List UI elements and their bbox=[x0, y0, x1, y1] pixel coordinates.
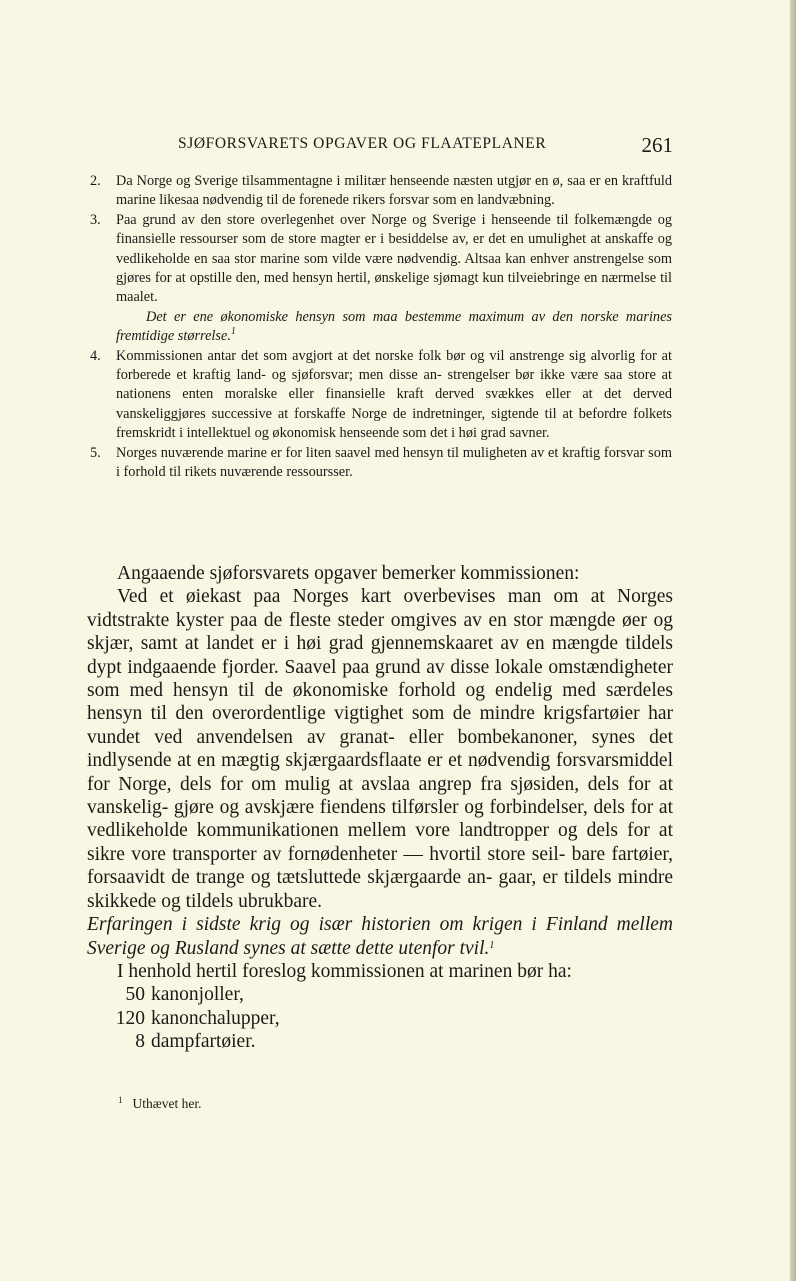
list-item bbox=[90, 172, 672, 211]
fleet-label: kanonjoller, bbox=[151, 984, 244, 1006]
lead-sentence: Angaaende sjøforsvarets opgaver bemerker kommissionen: bbox=[117, 563, 580, 584]
fleet-label: dampfartøier. bbox=[151, 1031, 256, 1053]
body-paragraph: Ved et øiekast paa Norges kart overbevises man om at Norges vidtstrakte kyster paa de fleste steder omgives av en stor mængde øer og skjær, samt at landet er i høi grad gjennemskaaret av en mængde tildels dypt indgaaende fjorder. Saavel paa grund av disse lokale omstændigheter som med hensyn til de økonomiske forhold og endelig med særdeles hensyn til den overordentlige vigtighet som de mindre krigsfartøier har vundet ved anvendelsen av granat- eller bombekanoner, synes det indlysende at en mægtig skjærgaardsflaate er et nødvendig forsvarsmiddel for Norge, dels for om mulig at avslaa angrep fra sjøsiden, dels for at vanskelig- gjøre og avskjære fiendens tilførsler og forbindelser, dels for at vedlikeholde kommunikationen mellem vore landtropper og dels for at sikre vore transporter av fornødenheter — hvortil store seil- bare fartøier, forsaavidt de trange og tætsluttede skjærgaarde an- gaar, er tildels mindre skikkede og tildels ubrukbare. bbox=[87, 586, 673, 912]
emphasis-paragraph bbox=[87, 913, 673, 960]
fleet-label: kanonchalupper, bbox=[151, 1007, 280, 1029]
item-text: Kommissionen antar det som avgjort at det norske folk bør og vil anstrenge sig alvorlig for at forberede et kraftig land- og sjøforsvar; men disse an- strengelser bør ikke være saa store at nationens enten moralske eller finansielle kraft derved svækkes eller at det derved vanskeliggjøres successive at forskaffe Norge de indretninger, sigtende til at befordre folkets fremskridt i intellektuel og økonomisk henseende som det i høi grad savner. bbox=[116, 347, 672, 442]
item-text: Norges nuværende marine er for liten saavel med hensyn til muligheten av et kraftig forsvar som i forhold til rikets nuværende ressoursser. bbox=[116, 444, 672, 481]
main-text bbox=[87, 562, 673, 1054]
item-emphasis-text: Det er ene økonomiske hensyn som maa bestemme maximum av den norske marines fremtidige størrelse. bbox=[116, 308, 672, 345]
numbered-list bbox=[90, 172, 672, 483]
proposal-sentence: I henhold hertil foreslog kommissionen at marinen bør ha: bbox=[117, 960, 572, 982]
list-item bbox=[90, 347, 672, 444]
item-text: Paa grund av den store overlegenhet over Norge og Sverige i henseende til folkemængde og finansielle ressourser som de store magter er i besiddelse av, er det en umulighet at anskaffe og vedlikeholde en saa stor marine som vilde være nødvendig. Altsaa kan enhver anstrengelse som gjøres for at opstille den, med hensyn hertil, ønskelige sjømagt kun tilveiebringe en nærmelse til maalet. bbox=[116, 211, 672, 306]
item-number: 2. bbox=[90, 173, 101, 189]
emphasis-text: Erfaringen i sidste krig og især historien om krigen i Finland mellem Sverige og Rusland synes at sætte dette utenfor tvil. bbox=[87, 914, 673, 959]
page-header bbox=[178, 133, 673, 157]
fleet-list-item bbox=[87, 983, 673, 1006]
footnote bbox=[118, 1096, 202, 1112]
fleet-list-item bbox=[87, 1030, 673, 1053]
list-item bbox=[90, 211, 672, 347]
item-number: 5. bbox=[90, 444, 101, 461]
fleet-list-item bbox=[87, 1007, 673, 1030]
item-text: Da Norge og Sverige tilsammentagne i militær henseende næsten utgjør en ø, saa er en kraftfuld marine likesaa nødvendig til de forenede rikers forsvar som en landvæbning. bbox=[116, 173, 672, 209]
fleet-count: 50 bbox=[125, 984, 145, 1006]
page-edge bbox=[790, 0, 796, 1281]
footnote-mark: 1 bbox=[118, 1095, 123, 1105]
item-number: 3. bbox=[90, 211, 101, 228]
fleet-count: 120 bbox=[115, 1007, 145, 1029]
footnote-ref: 1 bbox=[230, 326, 236, 338]
footnote-ref: 1 bbox=[489, 939, 495, 951]
list-item bbox=[90, 444, 672, 483]
item-number: 4. bbox=[90, 347, 101, 364]
item-emphasis bbox=[116, 308, 672, 347]
page-number: 261 bbox=[641, 133, 673, 157]
running-head: SJØFORSVARETS OPGAVER OG FLAATEPLANER bbox=[178, 135, 547, 152]
fleet-count: 8 bbox=[135, 1031, 145, 1053]
footnote-text: Uthævet her. bbox=[132, 1096, 202, 1111]
